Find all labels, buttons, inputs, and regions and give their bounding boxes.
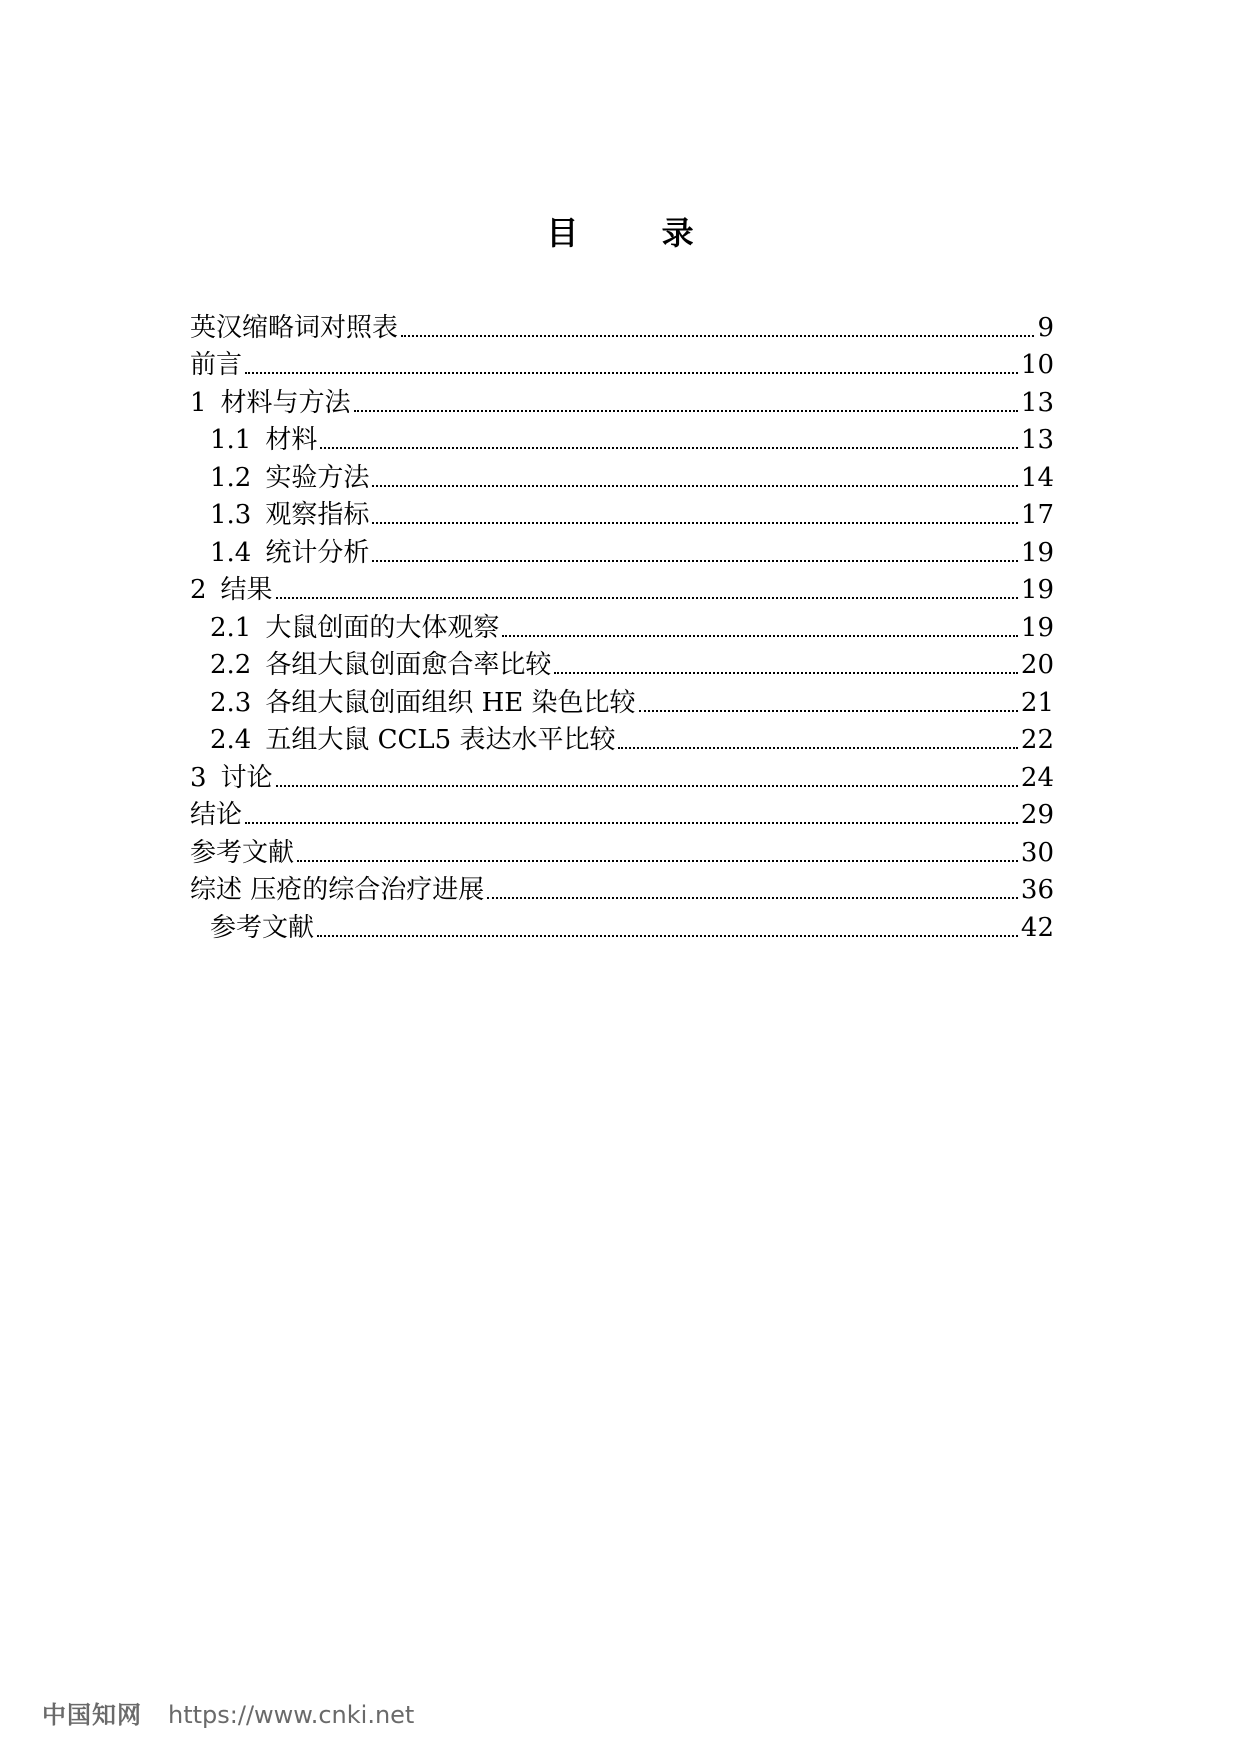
toc-entry[interactable]	[190, 530, 1054, 568]
toc-entry-text: 前言	[190, 350, 243, 380]
toc-entry-title	[190, 388, 351, 418]
toc-entry-number: 2.2	[210, 650, 252, 680]
toc-entry[interactable]	[190, 680, 1054, 718]
toc-dot-leader	[554, 672, 1018, 674]
toc-entry-number: 3	[190, 762, 207, 793]
toc-entry[interactable]	[190, 718, 1054, 756]
toc-dot-leader	[502, 635, 1018, 637]
toc-entry-title	[190, 688, 636, 718]
toc-entry[interactable]	[190, 643, 1054, 681]
toc-entry[interactable]	[190, 380, 1054, 418]
toc-entry-text: 结论	[190, 800, 243, 830]
footer-url[interactable]: https://www.cnki.net	[168, 1701, 415, 1729]
toc-entry-title	[190, 500, 369, 530]
toc-entry-title	[190, 350, 242, 380]
toc-entry-number: 2.4	[210, 725, 252, 755]
toc-entry-page: 9	[1037, 312, 1054, 343]
toc-entry-title	[190, 913, 314, 943]
toc-dot-leader	[618, 747, 1017, 749]
toc-dot-leader	[276, 785, 1018, 787]
toc-entry-page: 22	[1020, 725, 1054, 755]
toc-entry-title	[190, 650, 551, 680]
toc-entry-number: 1.2	[210, 462, 252, 493]
footer-watermark	[42, 1695, 414, 1730]
table-of-contents	[190, 305, 1054, 943]
toc-entry-text: 统计分析	[265, 537, 370, 568]
toc-entry[interactable]	[190, 905, 1054, 943]
toc-entry-text: 五组大鼠 CCL5 表达水平比较	[265, 725, 616, 755]
toc-dot-leader	[372, 485, 1018, 487]
toc-entry[interactable]	[190, 793, 1054, 831]
toc-entry-text: 观察指标	[265, 500, 370, 530]
toc-entry[interactable]	[190, 455, 1054, 493]
toc-entry-number: 1.3	[210, 500, 252, 530]
toc-entry-text: 结果	[220, 575, 273, 605]
toc-entry-page: 42	[1020, 912, 1054, 943]
toc-dot-leader	[245, 372, 1018, 374]
toc-entry-page: 36	[1020, 875, 1054, 905]
toc-entry-page: 29	[1020, 800, 1054, 830]
toc-entry[interactable]	[190, 305, 1054, 343]
toc-entry[interactable]	[190, 493, 1054, 531]
toc-entry[interactable]	[190, 343, 1054, 381]
toc-dot-leader	[276, 597, 1018, 599]
toc-entry-text: 实验方法	[265, 462, 370, 493]
toc-dot-leader	[372, 522, 1018, 524]
toc-entry-text: 材料	[265, 425, 318, 455]
toc-entry-text: 综述 压疮的综合治疗进展	[190, 875, 485, 905]
toc-entry[interactable]	[190, 568, 1054, 606]
toc-entry-text: 各组大鼠创面愈合率比较	[265, 650, 552, 680]
toc-entry-title	[190, 613, 499, 643]
toc-dot-leader	[245, 822, 1018, 824]
toc-entry-title	[190, 425, 317, 455]
toc-dot-leader	[297, 860, 1018, 862]
toc-entry-text: 各组大鼠创面组织 HE 染色比较	[265, 687, 636, 718]
toc-dot-leader	[372, 560, 1018, 562]
toc-entry-title	[190, 538, 369, 568]
toc-entry-page: 17	[1020, 500, 1054, 530]
toc-entry-title	[190, 725, 615, 755]
toc-dot-leader	[354, 410, 1018, 412]
toc-entry-title	[190, 875, 484, 905]
toc-entry[interactable]	[190, 605, 1054, 643]
toc-entry-page: 21	[1020, 687, 1054, 718]
toc-entry-page: 13	[1020, 425, 1054, 455]
toc-entry-page: 19	[1020, 575, 1054, 605]
toc-entry-number: 2.3	[210, 687, 252, 718]
toc-dot-leader	[487, 897, 1018, 899]
toc-dot-leader	[639, 710, 1018, 712]
toc-entry[interactable]	[190, 755, 1054, 793]
page-title: 目 录	[546, 214, 730, 252]
toc-dot-leader	[317, 935, 1018, 937]
toc-dot-leader	[320, 447, 1018, 449]
toc-entry[interactable]	[190, 418, 1054, 456]
toc-entry-text: 英汉缩略词对照表	[190, 312, 399, 343]
toc-entry-page: 30	[1020, 837, 1054, 868]
toc-entry-title	[190, 763, 273, 793]
toc-entry-number: 1.1	[210, 425, 252, 455]
toc-entry-number: 1.4	[210, 537, 252, 568]
toc-entry-text: 参考文献	[190, 837, 295, 868]
toc-entry-number: 1	[190, 387, 207, 418]
toc-entry-title	[190, 313, 398, 343]
toc-entry-title	[190, 838, 294, 868]
toc-entry-page: 19	[1020, 612, 1054, 643]
toc-entry[interactable]	[190, 830, 1054, 868]
toc-entry-text: 材料与方法	[220, 387, 351, 418]
toc-entry-number: 2	[190, 575, 207, 605]
toc-entry-page: 10	[1020, 350, 1054, 380]
toc-entry-title	[190, 800, 242, 830]
toc-entry[interactable]	[190, 868, 1054, 906]
toc-entry-text: 讨论	[220, 762, 273, 793]
toc-entry-page: 13	[1020, 387, 1054, 418]
toc-entry-title	[190, 463, 369, 493]
toc-entry-text: 大鼠创面的大体观察	[265, 612, 500, 643]
toc-entry-title	[190, 575, 273, 605]
cnki-brand-logo: 中国知网	[42, 1701, 142, 1729]
toc-entry-text: 参考文献	[210, 912, 315, 943]
toc-dot-leader	[401, 335, 1034, 337]
toc-entry-page: 20	[1020, 650, 1054, 680]
toc-entry-page: 24	[1020, 762, 1054, 793]
toc-entry-page: 14	[1020, 462, 1054, 493]
toc-entry-number: 2.1	[210, 612, 252, 643]
toc-entry-page: 19	[1020, 537, 1054, 568]
